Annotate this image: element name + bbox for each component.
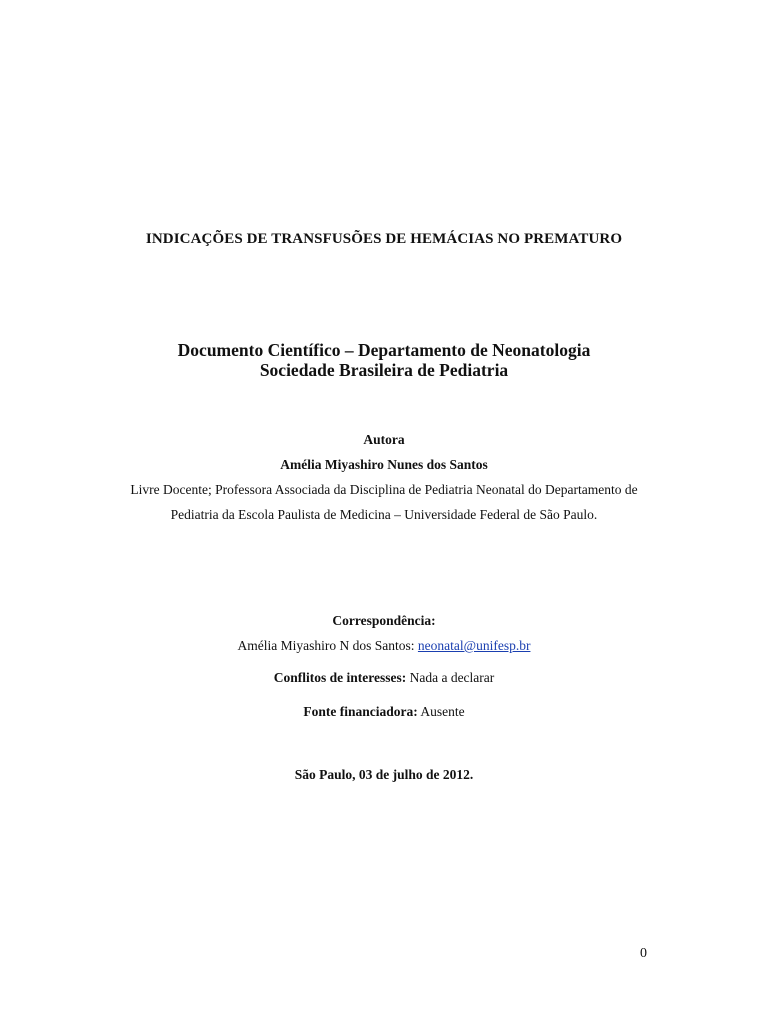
funding-line [0, 704, 768, 720]
author-heading: Autora [363, 432, 405, 447]
author-affiliation-line-2: Pediatria da Escola Paulista de Medicina – Universidade Federal de São Paulo. [170, 507, 598, 522]
funding-label: Fonte financiadora: [303, 704, 418, 719]
conflicts-label: Conflitos de interesses: [273, 670, 407, 685]
document-subtitle-department: Documento Científico – Departamento de Neonatologia [177, 340, 591, 360]
funding-value: Ausente [417, 704, 465, 719]
correspondence-name: Amélia Miyashiro N dos Santos: [237, 638, 418, 653]
document-subtitle-society: Sociedade Brasileira de Pediatria [259, 360, 509, 380]
correspondence-heading: Correspondência: [332, 613, 436, 628]
author-affiliation-line-1: Livre Docente; Professora Associada da Disciplina de Pediatria Neonatal do Departamento de [130, 482, 638, 497]
page-number: 0 [640, 946, 647, 961]
document-date: São Paulo, 03 de julho de 2012. [294, 767, 474, 782]
correspondence-line [0, 638, 768, 654]
correspondence-email-link[interactable]: neonatal@unifesp.br [417, 638, 531, 653]
document-title: INDICAÇÕES DE TRANSFUSÕES DE HEMÁCIAS NO PREMATURO [145, 231, 623, 247]
author-name: Amélia Miyashiro Nunes dos Santos [280, 457, 488, 472]
conflicts-value: Nada a declarar [406, 670, 495, 685]
conflicts-line [0, 670, 768, 686]
